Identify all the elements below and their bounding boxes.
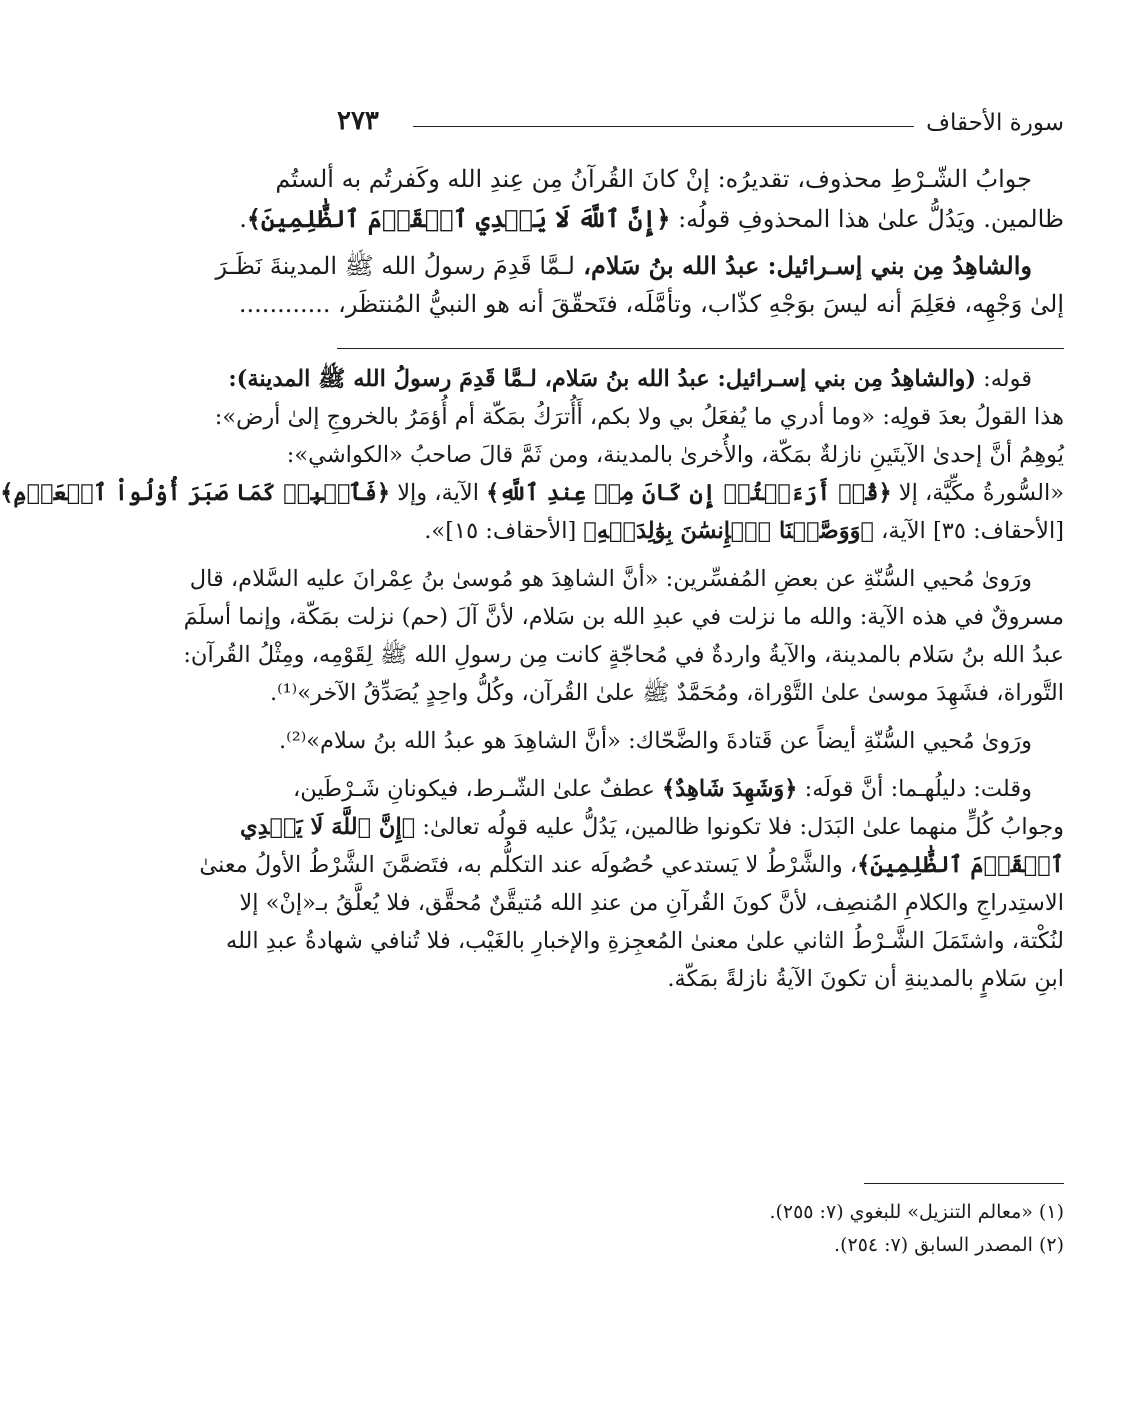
commentary-text: عطفٌ علىٰ الشّـرط، فيكونانِ شَـرْطَين،: [292, 776, 662, 802]
quran-verse: ﴿وَشَهِدَ شَاهِدٌ﴾: [661, 776, 798, 802]
commentary-text: قوله:: [975, 366, 1032, 392]
commentary-text: «السُّورةُ مكِّيَّة، إلا: [891, 480, 1064, 506]
main-heading-text: والشاهِدُ مِن بني إسـرائيل: عبدُ الله بنُ سَلام،: [574, 251, 1032, 280]
main-line-text: ظالمين. ويَدُلُّ علىٰ هذا المحذوفِ قولُه:: [670, 205, 1064, 233]
commentary-line: [240, 808, 1064, 846]
commentary-line: ورَوىٰ مُحيي السُّنّةِ عن بعضِ المُفسِّرين: «أنَّ الشاهِدَ هو مُوسىٰ بنُ عِمْرانَ عليه السَّلام، قال: [189, 566, 1032, 592]
paragraph-gap: [337, 712, 1064, 722]
footnotes: [337, 1196, 1064, 1262]
commentary-text: الآية، وإلا: [390, 480, 487, 506]
quran-verse: ﴿قُلۡ أَرَءَيۡتُمۡ إِن كَانَ مِنۡ عِندِ ٱللَّهِ﴾: [486, 480, 892, 506]
commentary-line: [337, 512, 1064, 550]
commentary-line: عبدُ الله بنُ سَلام بالمدينة، والآيةُ واردةٌ في مُحاجّةٍ كانت مِن رسولِ الله ﷺ لِقَوْمِه، ومِثْلُ القُرآن:: [183, 642, 1064, 668]
commentary-text: [الأحقاف: ٣٥] الآية،: [873, 518, 1064, 544]
commentary-line: [0, 474, 1064, 512]
quran-verse: ﴿إِنَّ ٱللَّهَ لَا يَهۡدِي: [240, 814, 416, 840]
quran-verse: ٱلۡقَوۡمَ ٱلظَّٰلِمِينَ﴾: [857, 852, 1064, 878]
commentary-text: وجوابُ كُلٍّ منهما علىٰ البَدَل: فلا تكونوا ظالمين، يَدُلُّ عليه قولُه تعالىٰ:: [415, 814, 1064, 840]
commentary-line: [292, 770, 1064, 808]
surah-title: سورة الأحقاف: [926, 110, 1064, 136]
main-line-text: .: [239, 205, 247, 233]
quran-verse: ﴿فَٱصۡبِرۡ كَمَا صَبَرَ أُوْلُواْ ٱلۡعَزۡمِ﴾: [0, 480, 391, 506]
commentary: [0, 360, 1064, 998]
paragraph-gap: [337, 550, 1064, 560]
main-line: جوابُ الشّـرْطِ محذوف، تقديرُه: إنْ كانَ القُرآنُ مِن عِندِ الله وكَفرتُم به ألستُم: [275, 165, 1032, 193]
main-line: إلىٰ وَجْهِه، فعَلِمَ أنه ليسَ بوَجْهِ كذّاب، وتأمَّلَه، فتَحقّقَ أنه هو النبيُّ المُنتظَر، ............: [238, 290, 1064, 318]
paragraph-gap: [337, 760, 1064, 770]
main-text: [215, 160, 1064, 324]
commentary-line: التَّوراة، فشَهِدَ موسىٰ علىٰ التَّوْراة، ومُحَمَّدٌ ﷺ علىٰ القُرآن، وكُلُّ واحِدٍ يُصَدِّقُ الآخر»⁽¹⁾.: [269, 680, 1064, 706]
commentary-line: الاستِدراجِ والكلامِ المُنصِف، لأنَّ كونَ القُرآنِ من عندِ الله مُتيقَّنٌ مُحقَّق، فلا يُعلَّقُ بـ«إنْ» إلا: [239, 890, 1064, 916]
commentary-line: لنُكْتة، واشتَمَلَ الشَّـرْطُ الثاني علىٰ معنىٰ المُعجِزةِ والإخبارِ بالغَيْب، فلا تُنافي شهادةُ عبدِ الله: [226, 928, 1064, 954]
commentary-quote: (والشاهِدُ مِن بني إسـرائيل: عبدُ الله بنُ سَلام، لـمَّا قَدِمَ رسولُ الله ﷺ المدينة):: [228, 366, 976, 392]
commentary-line: ورَوىٰ مُحيي السُّنّةِ أيضاً عن قَتادةَ والضَّحّاك: «أنَّ الشاهِدَ هو عبدُ الله بنُ سلام»⁽²⁾.: [279, 728, 1032, 754]
matn-divider: [337, 348, 1064, 349]
main-line: [239, 199, 1064, 238]
commentary-text: ، والشَّرْطُ لا يَستدعي حُصُولَه عند التكلُّم به، فتَضمَّنَ الشَّرْطُ الأولُ معنىٰ: [199, 852, 858, 878]
footnote-2: (٢) المصدر السابق (٧: ٢٥٤).: [834, 1234, 1064, 1256]
main-line-text: لـمَّا قَدِمَ رسولُ الله ﷺ المدينةَ نَظَـرَ: [215, 252, 575, 280]
commentary-text: [الأحقاف: ١٥]».: [424, 518, 584, 544]
commentary-text: وقلت: دليلُهـما: أنَّ قولَه:: [797, 776, 1032, 802]
page-number: ٢٧٣: [337, 106, 379, 136]
footnote-1: (١) «معالم التنزيل» للبغوي (٧: ٢٥٥).: [769, 1201, 1064, 1223]
page-header: [337, 104, 1064, 144]
commentary-line: [228, 360, 1064, 398]
footnote-divider: [864, 1183, 1064, 1184]
quran-verse: ﴿وَوَصَّيۡنَا ٱلۡإِنسَٰنَ بِوَٰلِدَيۡهِ﴾: [583, 518, 874, 544]
commentary-line: ابنِ سَلامٍ بالمدينةِ أن تكونَ الآيةُ نازلةً بمَكّة.: [667, 966, 1064, 992]
paragraph-gap: [337, 238, 1064, 246]
commentary-line: يُوهِمُ أنَّ إحدىٰ الآيتَينِ نازلةٌ بمَكّة، والأُخرىٰ بالمدينة، ومن ثَمَّ قالَ صاحبُ «الكواشي»:: [286, 442, 1064, 468]
commentary-line: هذا القولُ بعدَ قولِه: «وما أدري ما يُفعَلُ بي ولا بكم، أَأُترَكُ بمَكّة أم أُؤمَرُ بالخروجِ إلىٰ أرض»:: [214, 404, 1064, 430]
main-line: [215, 246, 1064, 285]
commentary-line: مسروقٌ في هذه الآية: والله ما نزلت في عبدِ الله بن سَلام، لأنَّ آلَ (حم) نزلت بمَكّة، وإنما أسلَمَ: [183, 604, 1064, 630]
quran-verse: ﴿إِنَّ ٱللَّهَ لَا يَهۡدِي ٱلۡقَوۡمَ ٱلظَّٰلِمِينَ﴾: [246, 204, 671, 233]
commentary-line: [199, 846, 1064, 884]
header-divider: [413, 126, 914, 127]
